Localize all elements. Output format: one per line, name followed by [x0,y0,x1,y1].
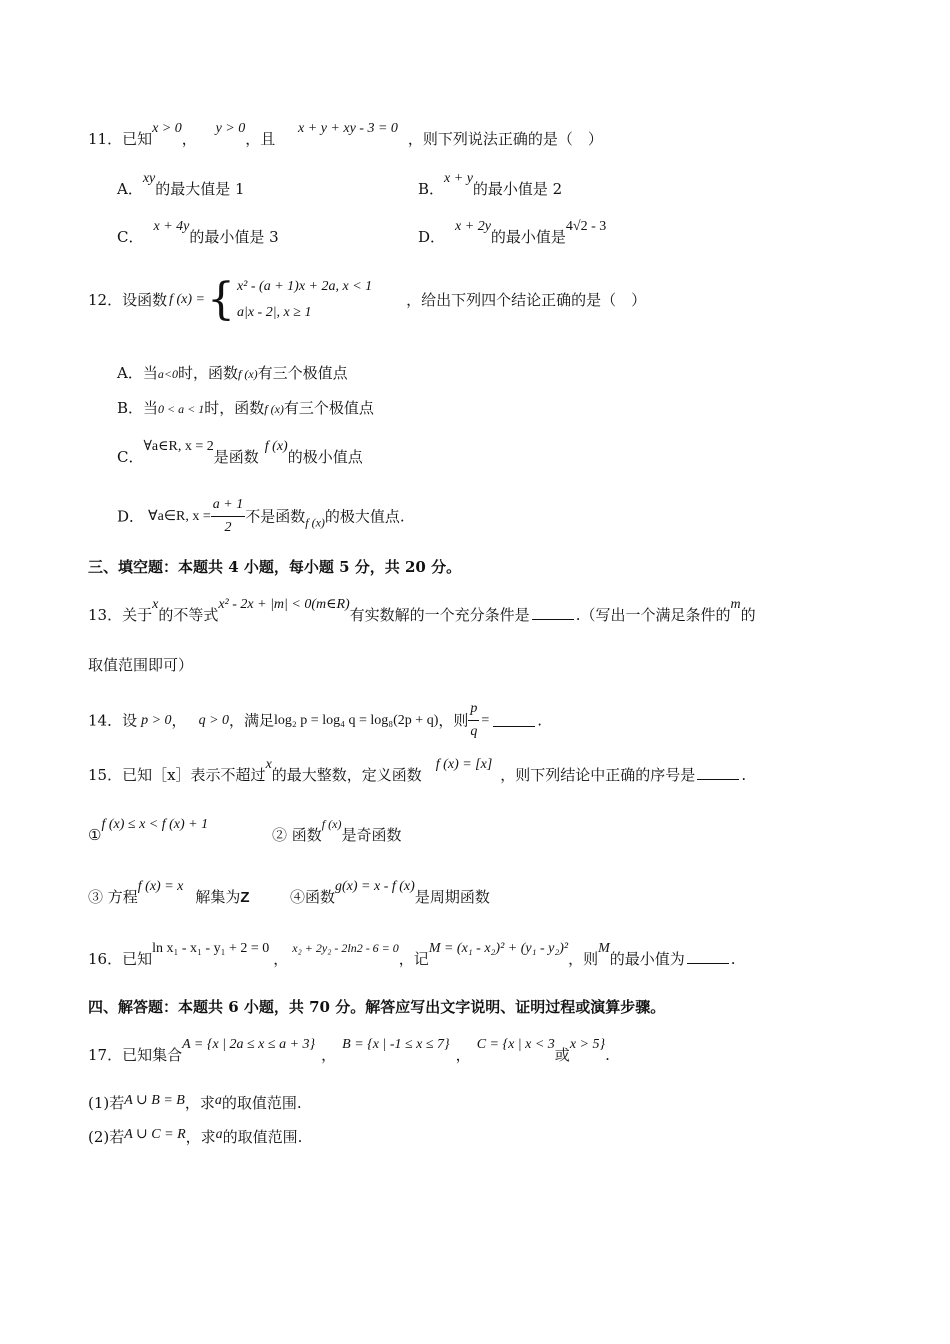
math-text: ， [181,130,197,148]
q16-stem [88,941,736,970]
math-text: A ∪ B = B [124,1093,185,1108]
math-text: ，给出下列四个结论正确的是（ ） [406,291,647,309]
q11-option-a [117,171,245,200]
math-text: ， [455,1046,471,1064]
math-text: a<0 [157,367,178,381]
math-text: a [215,1127,223,1142]
math-text: . [537,711,543,730]
math-text: 的最小值为 [609,950,685,968]
q11-cond1: x > 0 [152,121,182,136]
math-text: ，求 [185,1128,216,1146]
math-text: f (x) [237,367,258,381]
math-text: 0 < a < 1 [158,402,205,416]
math-text: ln x₁ - x₁ - y₁ + 2 = 0 [152,941,270,956]
math-text: 当 [142,364,158,382]
q12-stem [88,274,646,326]
math-text: ，求 [184,1094,215,1112]
q12-case1: x² - (a + 1)x + 2a, x < 1 [236,279,373,294]
math-text: q > 0 [198,712,230,728]
math-text: 有三个极值点 [257,364,348,382]
math-text: xy [142,171,156,186]
math-text: A ∪ C = R [124,1127,186,1142]
math-text: 不是函数 [245,507,306,526]
math-text: 有三个极值点 [283,399,374,417]
math-text: . [730,950,736,968]
math-text: . [741,766,747,784]
math-text: C = {x | x < 3 [476,1037,555,1052]
math-text: 12．设函数 [88,291,168,309]
math-text: ∀a∈R, x = [148,508,211,524]
math-text: ∀a∈R, x = 2 [143,439,214,454]
math-text: 是函数 [213,448,259,466]
q13-stem-line2: 取值范围即可） [88,656,194,674]
math-text: x + y [444,171,473,186]
q17-stem [88,1037,610,1066]
q12-option-d [117,494,405,539]
math-text: ，则 [568,950,599,968]
math-text: log₂ p = log₄ q = log₈(2p + q) [274,712,439,728]
q11-stem [88,121,603,150]
math-text: (2)若 [88,1128,125,1146]
math-text: f (x) [305,515,325,530]
math-text: 的最大值是 1 [155,180,245,198]
section-4-heading: 四、解答题：本题共 6 小题，共 70 分。解答应写出文字说明、证明过程或演算步骤。 [88,998,666,1016]
math-text: C． [117,448,144,466]
math-text: ，则 [438,711,469,730]
math-text: B． [418,180,445,198]
math-text: 时，函数 [204,399,265,417]
math-text [237,274,372,326]
math-text: ，记 [398,950,429,968]
math-text [211,494,245,539]
math-text: D． [418,228,446,246]
math-text: g(x) = x - f (x) [335,879,415,894]
math-text: f (x) [264,402,284,416]
math-text: 或 [554,1046,570,1064]
math-text: .（写出一个满足条件的 [575,606,731,624]
math-text: f (x) = [x] [435,757,493,772]
math-text: 当 [143,399,159,417]
q12-brace: { [206,274,235,325]
q13-stem [88,597,756,626]
math-text: 的极大值点. [324,507,405,526]
q17-part-1 [88,1094,302,1114]
q14-stem [88,698,542,743]
math-text: x [152,597,159,612]
math-text: ，则下列结论中正确的序号是 [500,766,696,784]
math-text: A． [117,364,143,382]
math-text: A． [117,180,143,198]
math-text: (1)若 [88,1094,125,1112]
math-text: f (x) ≤ x < f (x) + 1 [101,817,209,832]
math-text: a [214,1093,222,1108]
math-text: ④函数 [290,888,336,906]
math-text: f (x) = [169,292,205,307]
q15-option-3 [88,879,250,908]
math-text: 的极小值点 [287,448,363,466]
math-text: ③ 方程 [88,888,138,906]
math-text: 11．已知 [88,130,153,148]
math-text: 14．设 [88,711,138,730]
math-text: A = {x | 2a ≤ x ≤ a + 3} [182,1037,316,1052]
math-text: p > 0 [141,712,172,728]
math-text: ， [321,1046,337,1064]
math-text: 13．关于 [88,606,153,624]
math-text: C． [117,228,144,246]
q17-part-2 [88,1128,302,1148]
math-text: ② 函数 [272,826,322,844]
math-text [468,698,479,743]
math-text: 时，函数 [177,364,238,382]
math-text: m [730,597,741,612]
math-text: . [605,1046,610,1064]
math-text: M = (x₁ - x₂)² + (y₁ - y₂)² [428,941,569,956]
math-text: B = {x | -1 ≤ x ≤ 7} [342,1037,450,1052]
math-text: 的取值范围. [222,1128,303,1146]
math-text: x > 5} [569,1037,606,1052]
q12-option-c [117,439,363,468]
math-text: 的取值范围. [221,1094,302,1112]
q14-answer-blank[interactable] [493,714,535,727]
q15-option-4 [290,879,490,908]
math-text: 的不等式 [158,606,219,624]
math-text: 的最小值是 3 [189,228,279,246]
math-text: x² - 2x + |m| < 0(m∈R) [218,597,350,612]
q13-answer-blank[interactable] [532,607,574,620]
q11-option-d [418,219,607,248]
math-text: Z [240,889,250,906]
math-text: 17．已知集合 [88,1046,183,1064]
math-text: 的最大整数，定义函数 [271,766,422,784]
q11-cond2: y > 0 [215,121,246,136]
math-text: 15．已知［x］表示不超过 [88,766,266,784]
section-3-heading: 三、填空题：本题共 4 小题，每小题 5 分，共 20 分。 [88,558,462,576]
q12-case2: a|x - 2|, x ≥ 1 [236,305,312,320]
q11-cond3: x + y + xy - 3 = 0 [298,121,398,136]
math-text: x [265,757,272,772]
math-text: B． [117,399,144,417]
math-text: 16．已知 [88,950,153,968]
math-text: ， [171,711,187,730]
math-text: 的 [740,606,756,624]
math-text: ，满足 [229,711,275,730]
math-text: ，且 [245,130,276,148]
math-text: D． [117,507,145,526]
q15-stem [88,757,747,786]
math-text: 是奇函数 [341,826,402,844]
math-text: 解集为 [195,888,241,906]
math-text: x + 2y [455,219,491,234]
q11-option-c [117,219,279,248]
math-text: 的最小值是 [490,228,566,246]
math-text: 的最小值是 2 [472,180,563,198]
math-text: 是周期函数 [414,888,490,906]
math-text: x + 4y [153,219,190,234]
math-text: ， [273,950,289,968]
math-text: M [598,941,610,956]
math-text: 4√2 - 3 [565,219,607,234]
math-text: q [470,724,478,739]
q16-answer-blank[interactable] [687,951,729,964]
math-text: ，则下列说法正确的是（ ） [407,130,603,148]
math-text: a + 1 [211,494,245,517]
q12-option-a [117,364,348,382]
math-text: p [468,698,479,721]
math-text: 有实数解的一个充分条件是 [349,606,530,624]
q15-option-2 [272,817,402,844]
q15-answer-blank[interactable] [697,767,739,780]
math-text: = [481,712,490,728]
q12-option-b [117,399,374,417]
q11-option-b [418,171,563,200]
math-text: 2 [224,520,232,535]
math-text: f (x) = x [137,879,184,894]
math-text: x₂ + 2y₂ - 2ln2 - 6 = 0 [292,941,399,955]
math-text: f (x) [264,439,288,454]
math-text: f (x) [321,817,342,831]
math-text: ① [88,826,102,844]
q15-option-1 [88,817,209,846]
